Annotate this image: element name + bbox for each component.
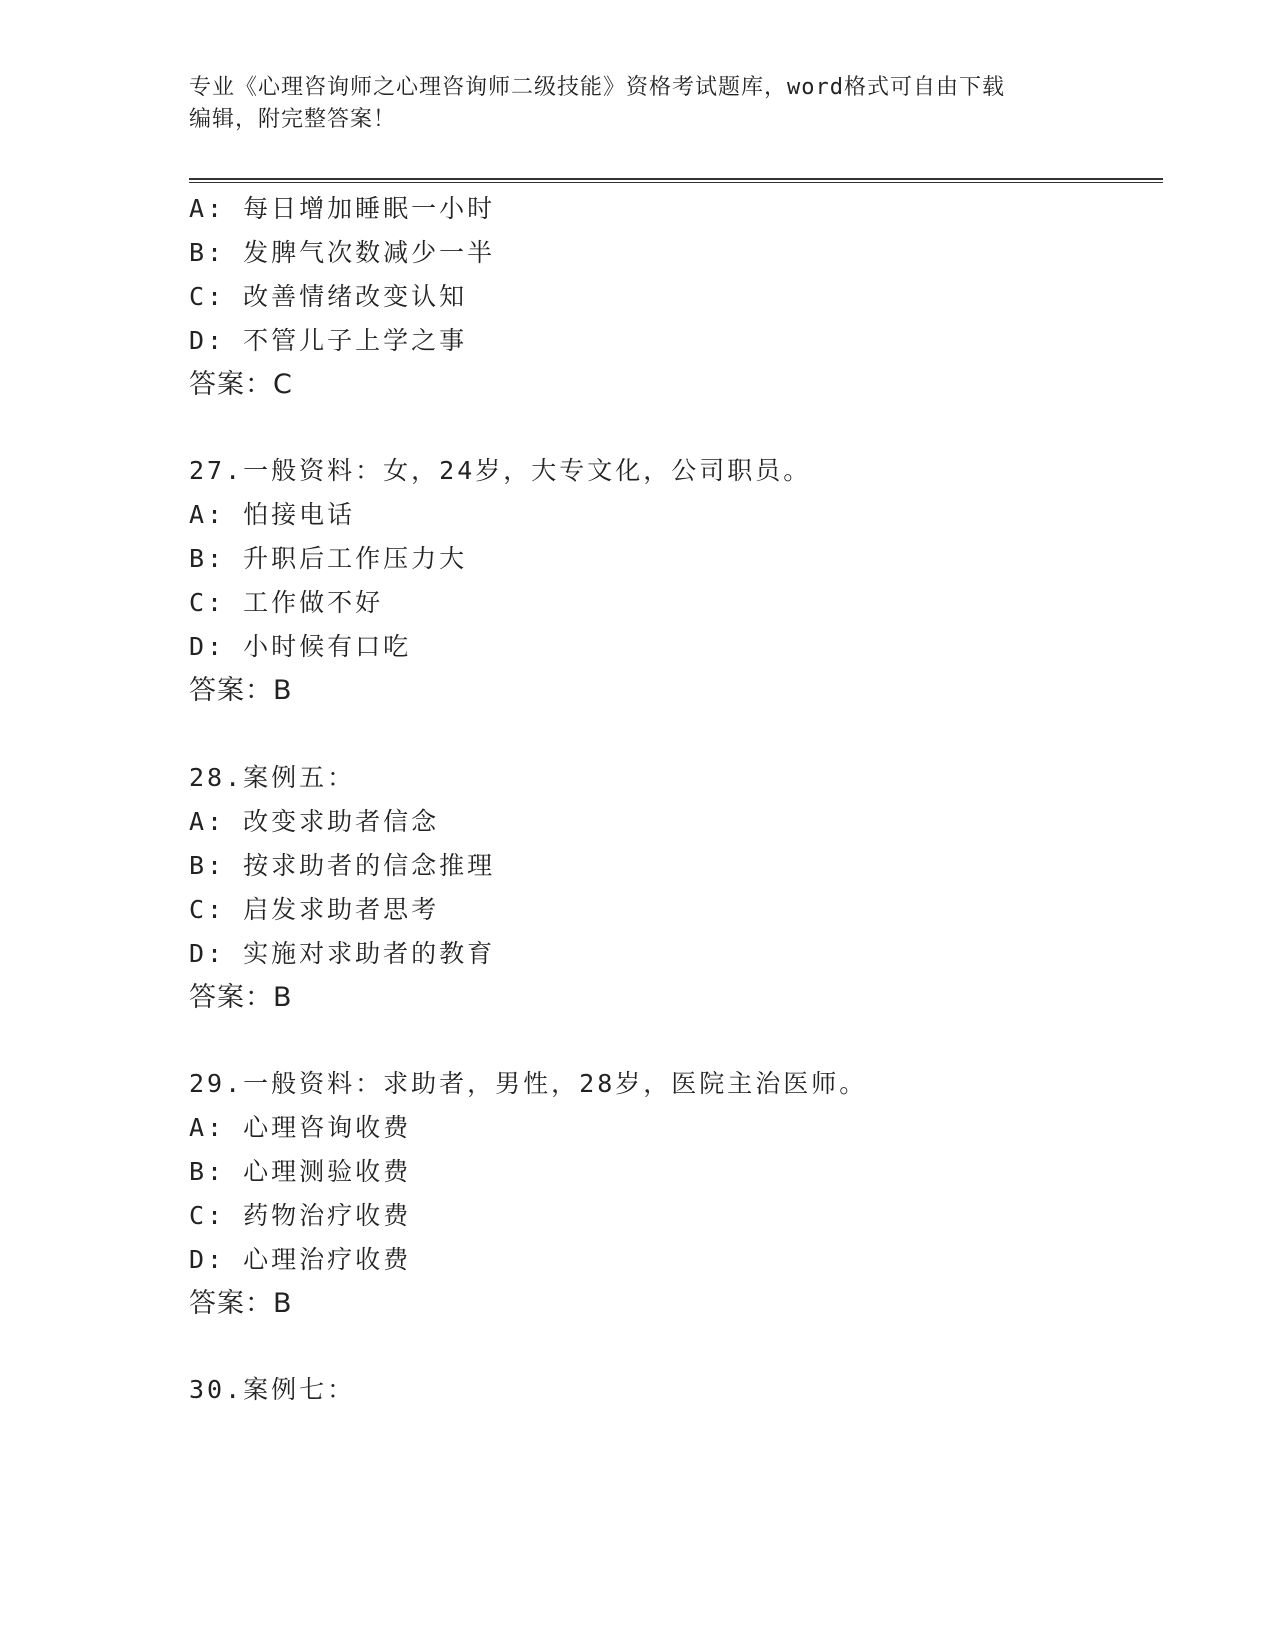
option-d: D: 实施对求助者的教育 <box>189 939 496 968</box>
option-d: D: 不管儿子上学之事 <box>189 326 468 355</box>
option-a: A: 怕接电话 <box>189 500 356 529</box>
option-c: C: 药物治疗收费 <box>189 1201 412 1230</box>
option-a: A: 每日增加睡眠一小时 <box>189 194 496 223</box>
question-stem: 28.案例五： <box>189 763 356 792</box>
option-d: D: 心理治疗收费 <box>189 1245 412 1274</box>
option-b: B: 升职后工作压力大 <box>189 544 468 573</box>
option-a: A: 改变求助者信念 <box>189 807 440 836</box>
answer-line: 答案：B <box>189 1288 293 1319</box>
option-a: A: 心理咨询收费 <box>189 1113 412 1142</box>
question-stem: 29.一般资料：求助者，男性，28岁，医院主治医师。 <box>189 1069 868 1098</box>
header-line-1: 专业《心理咨询师之心理咨询师二级技能》资格考试题库，word格式可自由下载 <box>189 75 1005 100</box>
option-b: B: 按求助者的信念推理 <box>189 851 496 880</box>
document-header <box>189 72 1089 136</box>
answer-line: 答案：B <box>189 982 293 1013</box>
option-d: D: 小时候有口吃 <box>189 632 412 661</box>
option-c: C: 工作做不好 <box>189 588 384 617</box>
question-stem: 27.一般资料：女，24岁，大专文化，公司职员。 <box>189 456 812 485</box>
header-divider <box>189 178 1163 183</box>
option-c: C: 启发求助者思考 <box>189 895 440 924</box>
option-b: B: 发脾气次数减少一半 <box>189 238 496 267</box>
option-c: C: 改善情绪改变认知 <box>189 282 468 311</box>
answer-line: 答案：B <box>189 675 293 706</box>
header-line-2: 编辑，附完整答案！ <box>189 107 397 132</box>
option-b: B: 心理测验收费 <box>189 1157 412 1186</box>
answer-line: 答案：C <box>189 369 293 400</box>
question-stem: 30.案例七： <box>189 1375 356 1404</box>
